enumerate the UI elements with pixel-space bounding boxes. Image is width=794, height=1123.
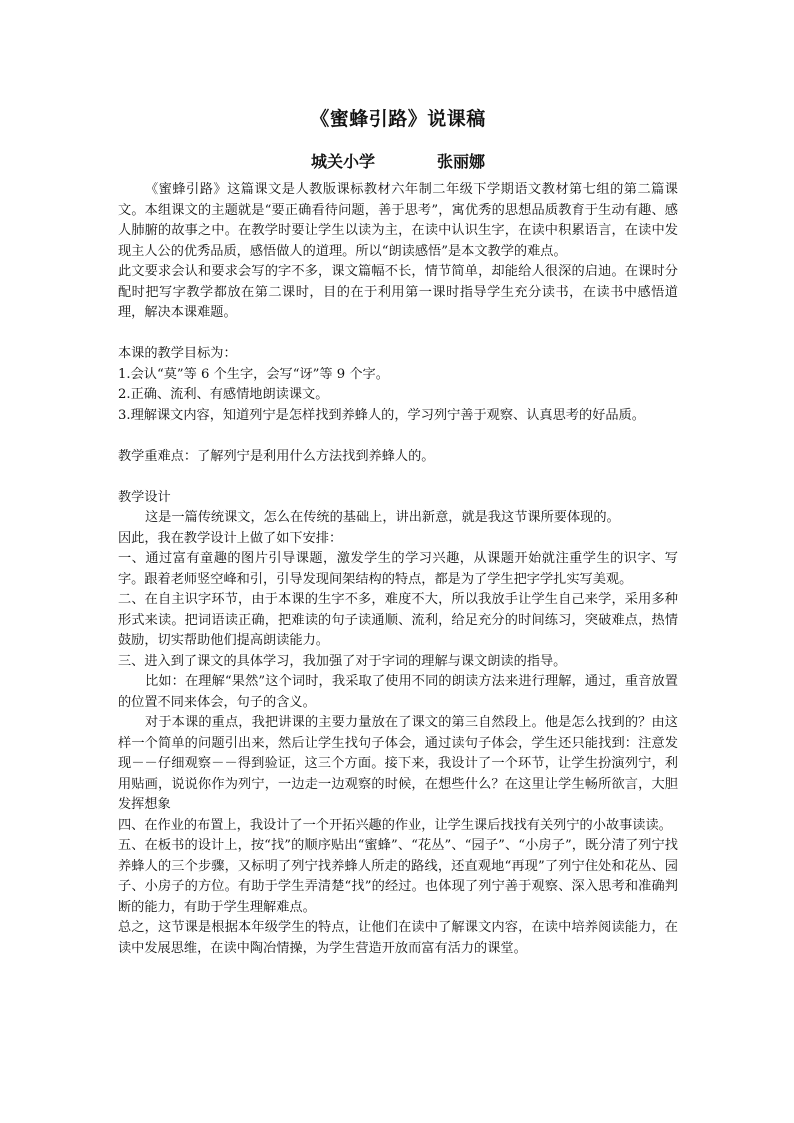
goal-item: 2.正确、流利、有感情地朗读课文。 [118,387,329,402]
intro-paragraph: 《蜜蜂引路》这篇课文是人教版课标教材六年制二年级下学期语文教材第七组的第二篇课文。本组课文的主题就是“要正确看待问题，善于思考”，寓优秀的思想品质教育于生动有趣、感人肺腑的故事之中。在教学时要让学生以读为主，在读中认识生字，在读中积累语言，在读中发现主人公的优秀品质，感悟做人的道理。所以“朗读感悟”是本文教学的难点。 [118,182,678,259]
design-heading: 教学设计 [118,489,171,505]
summary-paragraph: 总之，这节课是根据本年级学生的特点，让他们在读中了解课文内容，在读中培养阅读能力，在读中发展思维，在读中陶冶情操，为学生营造开放而富有活力的课堂。 [118,920,678,956]
design-step-3-example: 比如：在理解“果然”这个词时，我采取了使用不同的朗读方法来进行理解，通过，重音放置的位置不同来体会，句子的含义。 [118,674,678,710]
design-step-4: 四、在作业的布置上，我设计了一个开拓兴趣的作业，让学生课后找找有关列宁的小故事读读。 [118,817,672,833]
design-therefore: 因此，我在教学设计上做了如下安排： [118,530,343,546]
lesson-plan-paragraph: 此文要求会认和要求会写的字不多，课文篇幅不长，情节简单，却能给人很深的启迪。在课时分配时把写字教学都放在第二课时，目的在于利用第一课时指导学生充分读书，在读书中感悟道理，解决本课难题。 [118,264,678,320]
design-step-3: 三、进入到了课文的具体学习，我加强了对于字词的理解与课文朗读的指导。 [118,653,567,669]
goal-item: 1.会认“莫”等 6 个生字，会写“讶”等 9 个字。 [118,366,389,382]
design-step-3-focus: 对于本课的重点，我把讲课的主要力量放在了课文的第三自然段上。他是怎么找到的？由这样一个简单的问题引出来，然后让学生找句子体会，通过读句子体会，学生还只能找到：注意发现－－仔细观察－－得到验证，这三个方面。接下来，我设计了一个环节，让学生扮演列宁，利用贴画，说说你作为列宁，一边走一边观察的时候，在想些什么？在这里让学生畅所欲言，大胆发挥想象 [118,715,678,812]
author-line [118,149,678,172]
author-name: 张丽娜 [437,152,486,171]
design-step-2: 二、在自主识字环节，由于本课的生字不多，难度不大，所以我放手让学生自己来学，采用多种形式来读。把词语读正确，把难读的句子读通顺、流利，给足充分的时间练习，突破难点，热情鼓励，切实帮助他们提高朗读能力。 [118,592,678,648]
goal-item: 3.理解课文内容，知道列宁是怎样找到养蜂人的，学习列宁善于观察、认真思考的好品质。 [118,407,645,423]
design-step-1: 一、通过富有童趣的图片引导课题，激发学生的学习兴趣，从课题开始就注重学生的识字、写字。跟着老师竖空峰和引，引导发现间架结构的特点，都是为了学生把字学扎实写美观。 [118,551,678,587]
document-title: 《蜜蜂引路》说课稿 [310,108,486,130]
document-page [118,104,678,959]
design-intro: 这是一篇传统课文，怎么在传统的基础上，讲出新意，就是我这节课所要体现的。 [145,510,620,525]
design-step-5: 五、在板书的设计上，按“找”的顺序贴出“蜜蜂”、“花丛”、“园子”、“小房子”，既分清了列宁找养蜂人的三个步骤，又标明了列宁找养蜂人所走的路线，还直观地“再现”了列宁住处和花丛、园子、小房子的方位。有助于学生弄清楚“找”的经过。也体现了列宁善于观察、深入思考和准确判断的能力，有助于学生理解难点。 [118,838,678,915]
key-point-paragraph: 教学重难点：了解列宁是利用什么方法找到养蜂人的。 [118,448,435,464]
goals-heading: 本课的教学目标为： [118,346,237,361]
school-name: 城关小学 [310,152,375,171]
